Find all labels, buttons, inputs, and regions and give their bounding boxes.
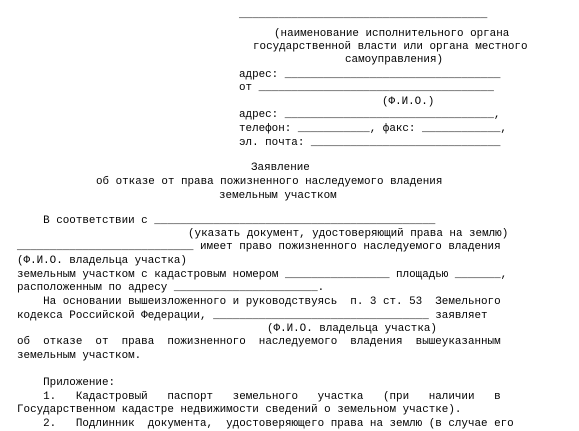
phone-fax-field: телефон: ___________, факс: ____________, (239, 123, 507, 135)
body-paragraph-1: В соответствии с ___________________________________________ (17, 215, 436, 227)
body-line-3: земельным участком с кадастровым номером ________________ площадью _______, (17, 269, 508, 281)
authority-hint-line3: самоуправления) (345, 54, 444, 66)
body-paragraph-2: На основании вышеизложенного и руководствуясь п. 3 ст. 53 Земельного (17, 296, 501, 308)
body-line-6: кодекса Российской Федерации, _________________________________ заявляет (17, 310, 488, 322)
appendix-item-2: 2. Подлинник документа, удостоверяющего права на землю (в случае его (17, 418, 514, 430)
appendix-item-1: 1. Кадастровый паспорт земельного участка (при наличии в (17, 391, 501, 403)
owner-hint: (Ф.И.О. владельца участка) (17, 255, 187, 267)
document-hint: (указать документ, удостоверяющий права на землю) (188, 228, 509, 240)
from-field: от ____________________________________ (239, 82, 494, 94)
authority-underline: ______________________________________ (239, 9, 488, 21)
fio-hint: (Ф.И.О.) (382, 96, 435, 108)
body-line-7: об отказе от права пожизненного наследуемого владения вышеуказанным (17, 336, 501, 348)
body-line-4: расположенным по адресу ______________________. (17, 282, 325, 294)
document-subtitle-line2: земельным участком (219, 190, 337, 202)
owner-hint-2: (Ф.И.О. владельца участка) (267, 323, 437, 335)
body-line-2: ___________________________ имеет право пожизненного наследуемого владения (17, 241, 501, 253)
appendix-item-1-cont: Государственном кадастре недвижимости сведений о земельном участке). (17, 404, 462, 416)
authority-hint-line1: (наименование исполнительного органа (274, 28, 510, 40)
body-line-8: земельным участком. (17, 350, 142, 362)
authority-hint-line2: государственной власти или органа местного (253, 41, 528, 53)
applicant-address-field: адрес: ________________________________, (239, 109, 501, 121)
appendix-heading: Приложение: (17, 377, 116, 389)
document-title: Заявление (251, 162, 310, 174)
address-field: адрес: _________________________________ (239, 69, 501, 81)
email-field: эл. почта: _____________________________ (239, 137, 501, 149)
document-subtitle-line1: об отказе от права пожизненного наследуемого владения (96, 176, 443, 188)
